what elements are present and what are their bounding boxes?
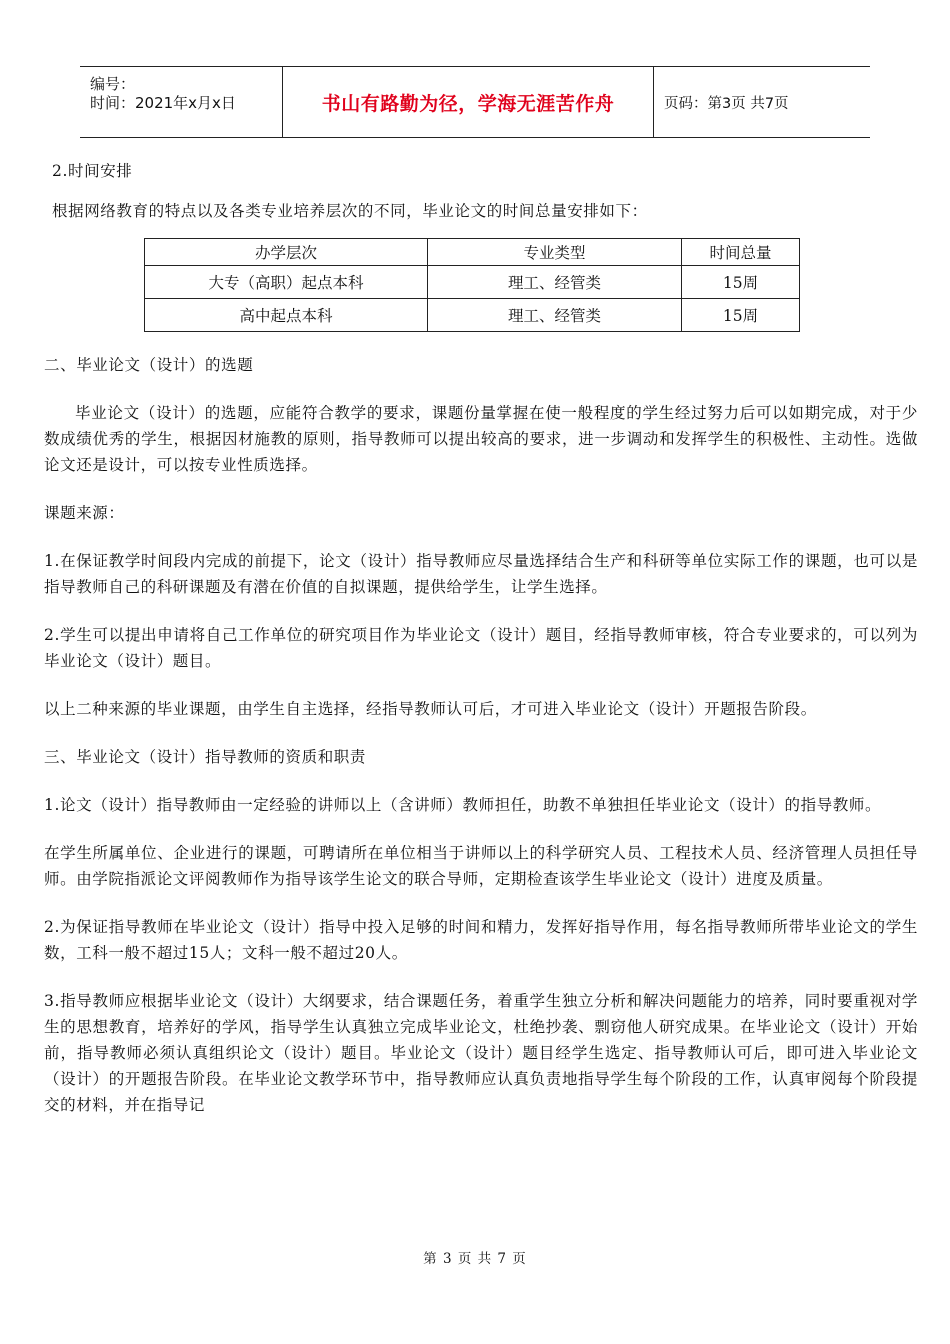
page-header (80, 66, 870, 138)
source-item-2: 2.学生可以提出申请将自己工作单位的研究项目作为毕业论文（设计）题目，经指导教师审核，符合专业要求的，可以列为毕业论文（设计）题目。 (44, 626, 918, 670)
table-row (145, 266, 800, 299)
table-cell: 理工、经管类 (428, 266, 682, 299)
table-cell: 大专（高职）起点本科 (145, 266, 428, 299)
table-cell: 理工、经管类 (428, 299, 682, 332)
section-2-title: 二、毕业论文（设计）的选题 (44, 356, 254, 374)
table-header-cell: 时间总量 (682, 239, 800, 266)
section-3-item-3: 3.指导教师应根据毕业论文（设计）大纲要求，结合课题任务，着重学生独立分析和解决问题能力的培养，同时要重视对学生的思想教育，培养好的学风，指导学生认真独立完成毕业论文，杜绝抄袭、剽窃他人研究成果。在毕业论文（设计）开始前，指导教师必须认真组织论文（设计）题目。毕业论文（设计）题目经学生选定、指导教师认可后，即可进入毕业论文（设计）的开题报告阶段。在毕业论文教学环节中，指导教师应认真负责地指导学生每个阶段的工作，认真审阅每个阶段提交的材料，并在指导记 (44, 992, 918, 1114)
source-title: 课题来源： (44, 504, 125, 522)
header-page-number: 页码：第3页 共7页 (664, 95, 789, 112)
time-intro: 根据网络教育的特点以及各类专业培养层次的不同，毕业论文的时间总量安排如下： (52, 202, 648, 220)
header-meta (80, 67, 283, 137)
section-time-title: 2.时间安排 (52, 162, 133, 180)
page-footer: 第 3 页 共 7 页 (423, 1251, 527, 1267)
header-motto: 书山有路勤为径，学海无涯苦作舟 (321, 92, 615, 115)
source-summary: 以上二种来源的毕业课题，由学生自主选择，经指导教师认可后，才可进入毕业论文（设计）开题报告阶段。 (44, 700, 817, 718)
section-3-item-1: 1.论文（设计）指导教师由一定经验的讲师以上（含讲师）教师担任，助教不单独担任毕业论文（设计）的指导教师。 (44, 796, 882, 814)
header-motto-cell (283, 67, 654, 137)
schedule-table (144, 238, 800, 332)
section-3-units-paragraph: 在学生所属单位、企业进行的课题，可聘请所在单位相当于讲师以上的科学研究人员、工程技术人员、经济管理人员担任导师。由学院指派论文评阅教师作为指导该学生论文的联合导师，定期检查该学生毕业论文（设计）进度及质量。 (44, 844, 918, 888)
table-header-row (145, 239, 800, 266)
table-cell: 15周 (682, 299, 800, 332)
table-header-cell: 办学层次 (145, 239, 428, 266)
section-3-title: 三、毕业论文（设计）指导教师的资质和职责 (44, 748, 367, 766)
section-2-paragraph: 毕业论文（设计）的选题，应能符合教学的要求，课题份量掌握在使一般程度的学生经过努力后可以如期完成，对于少数成绩优秀的学生，根据因材施教的原则，指导教师可以提出较高的要求，进一步调动和发挥学生的积极性、主动性。选做论文还是设计，可以按专业性质选择。 (44, 404, 918, 474)
table-header-cell: 专业类型 (428, 239, 682, 266)
table-cell: 15周 (682, 266, 800, 299)
document-date: 时间：2021年x月x日 (90, 94, 236, 112)
table-row (145, 299, 800, 332)
document-number: 编号： (90, 75, 136, 93)
table-cell: 高中起点本科 (145, 299, 428, 332)
document-body (44, 158, 918, 1118)
section-3-item-2: 2.为保证指导教师在毕业论文（设计）指导中投入足够的时间和精力，发挥好指导作用，每名指导教师所带毕业论文的学生数，工科一般不超过15人；文科一般不超过20人。 (44, 918, 918, 962)
source-item-1: 1.在保证教学时间段内完成的前提下，论文（设计）指导教师应尽量选择结合生产和科研等单位实际工作的课题，也可以是指导教师自己的科研课题及有潜在价值的自拟课题，提供给学生，让学生选择。 (44, 552, 918, 596)
